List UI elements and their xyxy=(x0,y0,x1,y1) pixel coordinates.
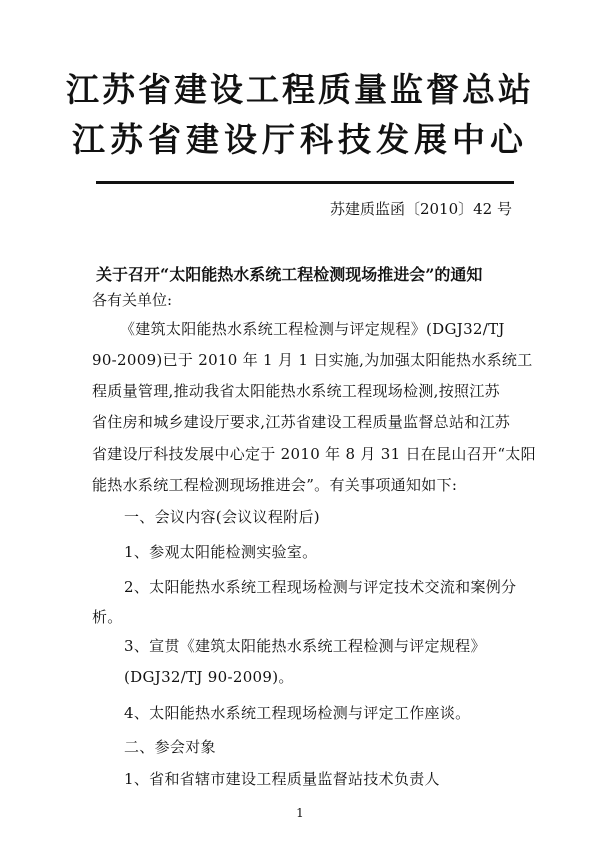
addressee: 各有关单位: xyxy=(92,291,173,309)
document-number: 苏建质监函〔2010〕42 号 xyxy=(329,200,512,218)
agenda-item-3: 3、宣贯《建筑太阳能热水系统工程检测与评定规程》 xyxy=(124,637,486,655)
body-line-4: 省住房和城乡建设厅要求,江苏省建设工程质量监督总站和江苏 xyxy=(92,413,511,431)
body-line-6: 能热水系统工程检测现场推进会”。有关事项通知如下: xyxy=(92,476,458,494)
agenda-item-4: 4、太阳能热水系统工程现场检测与评定工作座谈。 xyxy=(124,704,471,722)
body-line-5: 省建设厅科技发展中心定于 2010 年 8 月 31 日在昆山召开“太阳 xyxy=(92,445,536,463)
notice-title: 关于召开“太阳能热水系统工程检测现场推进会”的通知 xyxy=(96,265,483,284)
body-line-3: 程质量管理,推动我省太阳能热水系统工程现场检测,按照江苏 xyxy=(92,382,500,400)
page-number: 1 xyxy=(296,806,304,820)
agenda-item-1: 1、参观太阳能检测实验室。 xyxy=(124,543,318,561)
agenda-item-3-cont: (DGJ32/TJ 90-2009)。 xyxy=(124,668,294,686)
body-line-1: 《建筑太阳能热水系统工程检测与评定规程》(DGJ32/TJ xyxy=(120,320,505,338)
section-2-heading: 二、参会对象 xyxy=(124,738,216,756)
section-1-heading: 一、会议内容(会议议程附后) xyxy=(124,508,320,526)
agenda-item-2: 2、太阳能热水系统工程现场检测与评定技术交流和案例分 xyxy=(124,578,517,596)
attendee-item-1: 1、省和省辖市建设工程质量监督站技术负责人 xyxy=(124,770,440,788)
org-name-line-1: 江苏省建设工程质量监督总站 xyxy=(66,70,534,109)
org-name-line-2: 江苏省建设厅科技发展中心 xyxy=(72,120,528,159)
agenda-item-2-cont: 析。 xyxy=(92,608,123,626)
body-line-2: 90-2009)已于 2010 年 1 月 1 日实施,为加强太阳能热水系统工 xyxy=(92,351,533,369)
header-divider xyxy=(96,181,514,184)
